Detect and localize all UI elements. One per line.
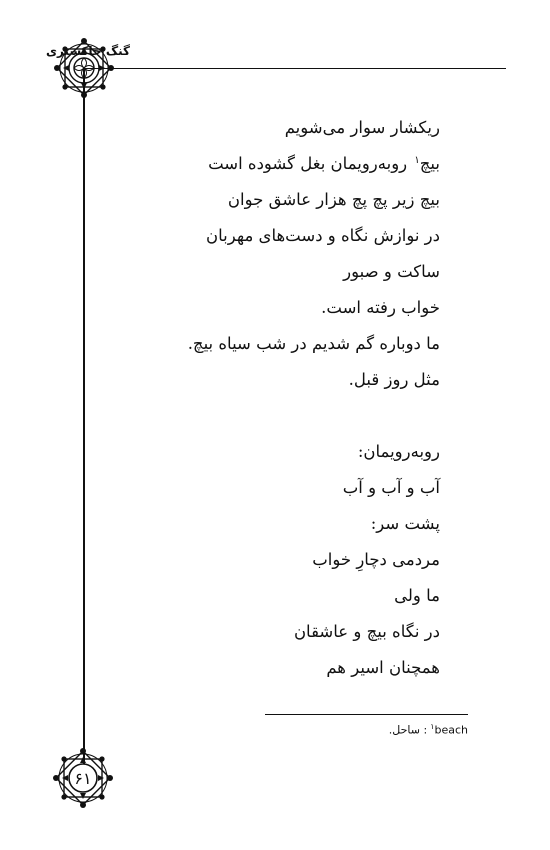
margin-rule: [83, 68, 85, 778]
poem-line: [110, 146, 440, 182]
poem-word-beach: بیچ: [419, 154, 440, 173]
poem-line: خواب رفته است.: [321, 298, 440, 317]
footnote-marker: ۱: [414, 154, 420, 166]
poem-line: در نگاه بیچ و عاشقان: [293, 622, 440, 641]
running-header-title: گنگ خاکستری: [45, 44, 130, 58]
poem-line: در نوازش نگاه و دست‌های مهربان: [206, 226, 440, 245]
poem-line: ما دوباره گم شدیم در شب سیاه بیچ.: [187, 334, 440, 353]
header-rule: [84, 68, 506, 69]
poem-line: روبه‌رویمان:: [357, 442, 440, 461]
footnote-rule: [265, 714, 468, 715]
poem-line: بیچ زیر پچ پچ هزار عاشق جوان: [227, 190, 440, 209]
poem-body: [110, 110, 440, 686]
poem-line: ریکشار سوار می‌شویم: [284, 118, 440, 137]
poem-line: همچنان اسیر هم: [326, 658, 440, 677]
poem-line: مثل روز قبل.: [348, 370, 440, 389]
footnote-term: beach: [434, 723, 468, 737]
poem-line: آب و آب و آب: [342, 478, 440, 497]
poem-line: ما ولی: [394, 586, 440, 605]
footnote-number: ۱: [430, 722, 435, 731]
page-number: ۶۱: [74, 768, 92, 788]
stanza-break: [110, 398, 440, 434]
poem-line: پشت سر:: [370, 514, 440, 533]
poem-line: مردمی دچارِ خواب: [312, 550, 440, 569]
footnote-definition: : ساحل.: [388, 723, 428, 737]
poem-line-text: روبه‌رویمان بغل گشوده است: [208, 154, 408, 173]
footnote: [389, 722, 468, 737]
poem-line: ساکت و صبور: [343, 262, 440, 281]
